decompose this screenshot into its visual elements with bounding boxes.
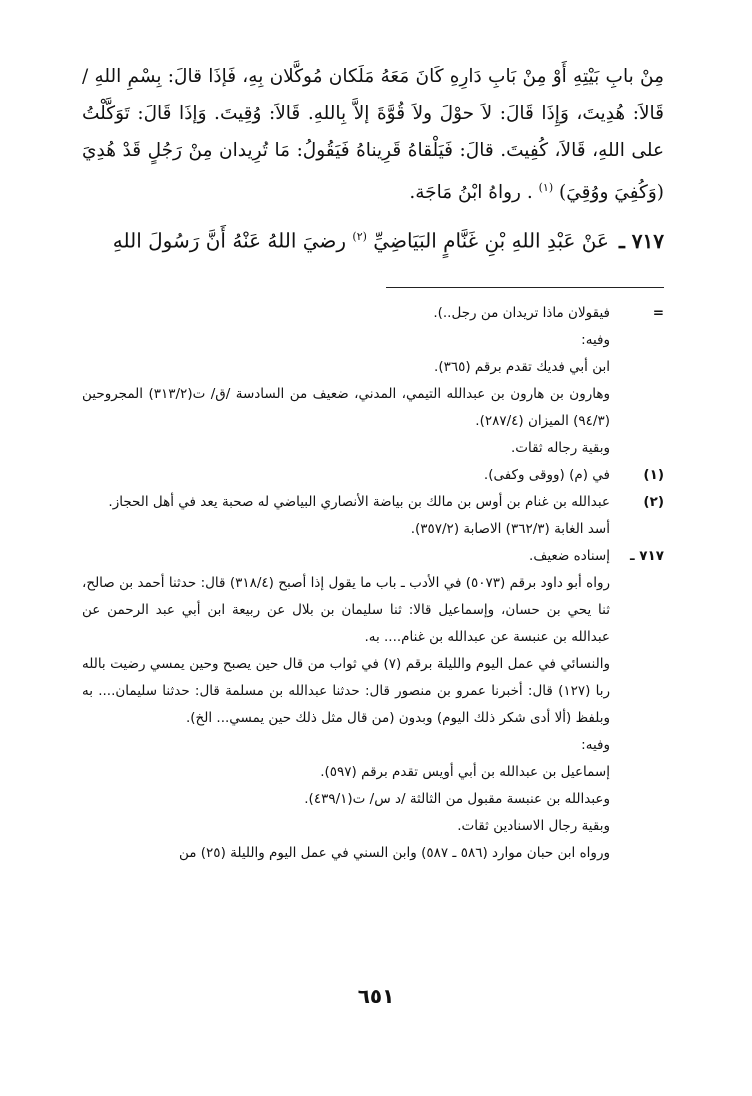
note-hadith-717-details <box>82 570 664 867</box>
note-line: ورواه ابن حبان موارد (٥٨٦ ـ ٥٨٧) وابن السني في عمل اليوم والليلة (٢٥) من <box>178 845 610 861</box>
continuation-mark: = <box>652 305 664 321</box>
note-line: وبقية رجال الاسنادين ثقات. <box>457 818 610 834</box>
note-body <box>82 570 610 867</box>
note-hadith-717 <box>82 543 664 570</box>
note-line: ابن أبي فديك تقدم برقم (٣٦٥). <box>434 359 610 375</box>
note-line: إسماعيل بن عبدالله بن أبي أويس تقدم برقم (٥٩٧). <box>320 764 610 780</box>
note-body <box>82 462 610 489</box>
footnote-mark: (١) <box>643 467 664 483</box>
main-text <box>82 58 664 261</box>
hadith-number: ٧١٧ ـ <box>618 228 664 253</box>
note-line: فيقولان ماذا تريدان من رجل..). <box>433 305 610 321</box>
hadith-narrator: عَنْ عَبْدِ اللهِ بْنِ غَنَّامٍ البَيَاضِيِّ <box>373 228 609 253</box>
footnotes <box>82 300 664 867</box>
hadith-text <box>113 217 609 261</box>
footnote-1 <box>82 462 664 489</box>
note-body <box>82 489 610 543</box>
paragraph-ending: . رواهُ ابْنُ مَاجَة. <box>409 182 533 204</box>
note-line: وبقية رجاله ثقات. <box>510 440 610 456</box>
paragraph-text: مِنْ بابِ بَيْتِهِ أَوْ مِنْ بَابِ دَارِهِ كَانَ مَعَهُ مَلَكان مُوكَّلان بِهِ، فَإذَا قالَ: بِسْمِ اللهِ / قَالاَ: هُدِيتَ، وَإِذَا قَالَ: لاَ حوْلَ ولاَ قُوَّةَ إلاَّ بِاللهِ. قَالاَ: وُقِيتَ. وَإذَا قَالَ: تَوَكَّلْتُ على اللهِ، قَالاَ، كُفِيتَ. قالَ: فَيَلْقاهُ قَرِيناهُ فَيَقُولُ: مَا تُرِيدان مِنْ رَجُلٍ قَدْ هُدِيَ (وَكُفِيَ ووُقِيَ) <box>82 66 664 204</box>
note-body <box>82 300 610 462</box>
hadith-continuation-paragraph <box>82 58 664 211</box>
note-line: رواه أبو داود برقم (٥٠٧٣) في الأدب ـ باب ما يقول إذا أصبح (٣١٨/٤) قال: حدثنا أحمد بن صالح، ثنا يحي بن حسان، وإسماعيل قالا: ثنا سليمان بن بلال عن ربيعة ابن أبي عبد الرحمن عن عبدالله بن عنبسة عن عبدالله بن غنام.... به. <box>82 575 610 645</box>
note-body <box>82 543 610 570</box>
note-line: في (م) (ووقى وكفى). <box>483 467 610 483</box>
footnote-ref-2: (٢) <box>352 230 367 244</box>
hadith-717-opening <box>82 217 664 261</box>
note-line: وفيه: <box>581 332 610 348</box>
note-line: وفيه: <box>581 737 610 753</box>
footnote-ref-1: (١) <box>538 181 554 194</box>
note-continuation <box>82 300 664 462</box>
note-line: وهارون بن هارون بن عبدالله التيمي، المدني، ضعيف من السادسة /ق/ ت(٣١٣/٢) المجروحين (٩٤/٣) الميزان (٢٨٧/٤). <box>82 386 610 429</box>
footnote-mark: (٢) <box>643 494 664 510</box>
hadith-note-mark: ٧١٧ ـ <box>629 548 664 564</box>
footnote-2 <box>82 489 664 543</box>
footnote-divider <box>386 287 664 288</box>
note-line: وعبدالله بن عنبسة مقبول من الثالثة /د س/ ت(٤٣٩/١). <box>304 791 610 807</box>
hadith-text-rest: رضيَ اللهُ عَنْهُ أَنَّ رَسُولَ اللهِ <box>112 228 347 253</box>
note-line: أسد الغابة (٣٦٢/٣) الاصابة (٣٥٧/٢). <box>410 521 610 537</box>
note-line: إسناده ضعيف. <box>529 548 610 564</box>
note-line: عبدالله بن غنام بن أوس بن مالك بن بياضة الأنصاري البياضي له صحبة يعد في أهل الحجاز. <box>108 494 610 510</box>
note-line: والنسائي في عمل اليوم والليلة برقم (٧) في ثواب من قال حين يصبح وحين يمسي رضيت بالله ربا (١٢٧) قال: أخبرنا عمرو بن منصور قال: حدثنا عبدالله بن مسلمة قال: حدثنا سليمان.... به وبلفظ (ألا أدى شكر ذلك اليوم) وبدون (من قال مثل ذلك حين يمسي... الخ). <box>82 656 610 726</box>
page-number: ٦٥١ <box>357 984 395 1008</box>
